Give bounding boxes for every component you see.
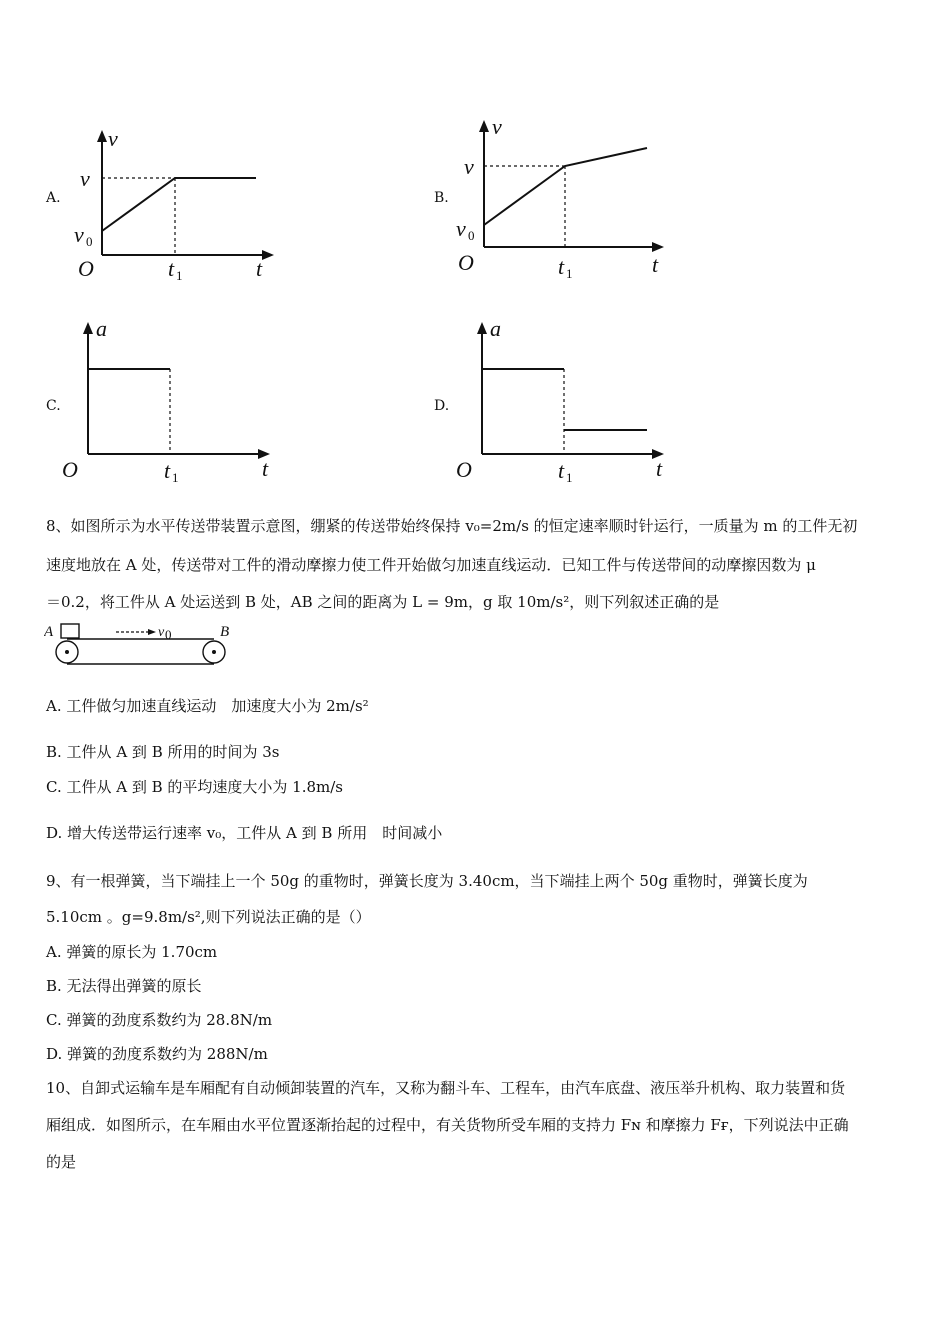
q9-line-1: 9、有一根弹簧，当下端挂上一个 50g 的重物时，弹簧长度为 3.40cm，当下端挂上两个 50g 重物时，弹簧长度为 (46, 872, 808, 890)
y-axis-arrow-icon (97, 130, 107, 142)
y-axis-label: v (108, 126, 118, 151)
q10-line-1: 10、自卸式运输车是车厢配有自动倾卸装置的汽车，又称为翻斗车、工程车，由汽车底盘、液压举升机构、取力装置和货 (46, 1079, 846, 1097)
y-axis-arrow-icon (83, 322, 93, 334)
point-a-label: A (44, 624, 54, 640)
y-axis-label: v (492, 114, 502, 139)
v-mark: v (464, 154, 474, 179)
v0-sub: 0 (86, 234, 93, 249)
conveyor-belt-figure (44, 618, 234, 670)
q8-option-d: D. 增大传送带运行速率 v₀，工件从 A 到 B 所用 时间减小 (46, 824, 443, 842)
v0-sub: 0 (468, 228, 475, 243)
t1-label: t (164, 458, 171, 483)
workpiece-block (61, 624, 79, 638)
v0-label-sub: 0 (165, 627, 172, 642)
x-axis-label: t (262, 456, 269, 481)
origin-label: O (458, 250, 474, 275)
q8-option-b: B. 工件从 A 到 B 所用的时间为 3s (46, 743, 280, 761)
t1-label: t (558, 458, 565, 483)
t1-sub: 1 (176, 268, 183, 283)
v0-label: v (158, 625, 165, 640)
q9-option-d: D. 弹簧的劲度系数约为 288N/m (46, 1045, 268, 1063)
t1-sub: 1 (566, 266, 573, 281)
graph-a (70, 118, 280, 288)
graph-c (58, 312, 288, 492)
q9-option-c: C. 弹簧的劲度系数约为 28.8N/m (46, 1011, 273, 1029)
t1-sub: 1 (566, 470, 573, 485)
y-axis-arrow-icon (477, 322, 487, 334)
x-axis-label: t (656, 456, 663, 481)
x-axis-label: t (256, 256, 263, 281)
q8-line-3: ＝0.2，将工件从 A 处运送到 B 处，AB 之间的距离为 L = 9m，g 取 10m/s²，则下列叙述正确的是 (46, 593, 720, 611)
q8-option-c: C. 工件从 A 到 B 的平均速度大小为 1.8m/s (46, 778, 344, 796)
t1-sub: 1 (172, 470, 179, 485)
left-pulley-axle (65, 650, 69, 654)
velocity-curve (102, 178, 256, 231)
q10-line-2: 厢组成．如图所示，在车厢由水平位置逐渐抬起的过程中，有关货物所受车厢的支持力 Fɴ 和摩擦力 Fғ，下列说法中正确 (46, 1116, 849, 1134)
x-axis-label: t (652, 252, 659, 277)
origin-label: O (78, 256, 94, 281)
option-d-label: D. (434, 398, 450, 414)
q8-line-2: 速度地放在 A 处，传送带对工件的滑动摩擦力使工件开始做匀加速直线运动．已知工件与传送带间的动摩擦因数为 μ (46, 556, 816, 574)
option-c-label: C. (46, 398, 61, 414)
graph-b (450, 108, 680, 288)
q9-option-b: B. 无法得出弹簧的原长 (46, 977, 202, 995)
y-axis-arrow-icon (479, 120, 489, 132)
origin-label: O (62, 457, 78, 482)
origin-label: O (456, 457, 472, 482)
t1-label: t (558, 254, 565, 279)
q9-line-2: 5.10cm 。g=9.8m/s²,则下列说法正确的是（） (46, 908, 371, 926)
q9-option-a: A. 弹簧的原长为 1.70cm (46, 943, 218, 961)
t1-label: t (168, 256, 175, 281)
q8-line-1: 8、如图所示为水平传送带装置示意图，绷紧的传送带始终保持 v₀=2m/s 的恒定速率顺时针运行，一质量为 m 的工件无初 (46, 517, 858, 535)
v0-mark: v (456, 216, 466, 241)
y-axis-label: a (490, 316, 501, 341)
right-pulley-axle (212, 650, 216, 654)
x-axis-arrow-icon (652, 242, 664, 252)
q10-line-3: 的是 (46, 1153, 77, 1171)
velocity-arrow-icon (148, 629, 156, 635)
option-b-label: B. (434, 190, 449, 206)
q8-option-a: A. 工件做匀加速直线运动 加速度大小为 2m/s² (46, 697, 369, 715)
x-axis-arrow-icon (262, 250, 274, 260)
v0-mark: v (74, 222, 84, 247)
graph-d (452, 312, 682, 492)
y-axis-label: a (96, 316, 107, 341)
v-mark: v (80, 166, 90, 191)
option-a-label: A. (46, 190, 61, 206)
point-b-label: B (220, 624, 230, 640)
